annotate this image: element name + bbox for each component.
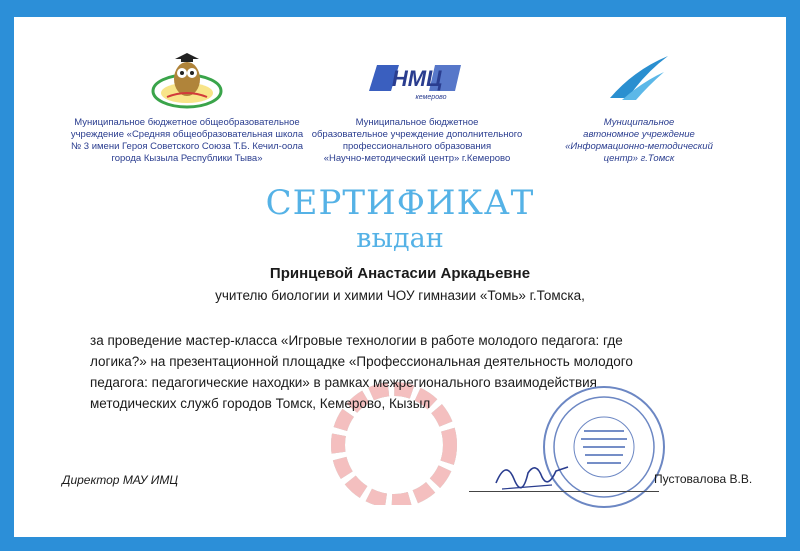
signature-line <box>469 491 659 492</box>
nmc-logo <box>292 45 542 111</box>
organizations-header <box>14 45 786 175</box>
owl-graduate-logo <box>62 45 312 111</box>
certificate-subtitle: выдан <box>356 223 444 254</box>
org-imc-line: автономное учреждение <box>583 129 695 140</box>
org-school-line: города Кызыла Республики Тыва» <box>111 153 263 164</box>
body-line: логика?» на презентационной площадке «Профессиональная деятельность молодого <box>90 354 633 369</box>
signer-name: Пустовалова В.В. <box>654 472 753 486</box>
org-school <box>62 45 312 165</box>
recipient-position: учителю биологии и химии ЧОУ гимназии «Томь» г.Томска, <box>215 288 585 303</box>
nmc-logo-text: НМЦ <box>391 66 443 91</box>
org-school-line: учреждение «Средняя общеобразовательная школа <box>70 129 304 140</box>
org-imc-line: Муниципальное <box>603 117 675 128</box>
recipient-name: Принцевой Анастасии Аркадьевне <box>269 265 531 282</box>
director-label: Директор МАУ ИМЦ <box>62 473 179 487</box>
org-nmc <box>292 45 542 165</box>
org-nmc-text <box>292 117 542 165</box>
body-line: педагога: педагогические находки» в рамках межрегионального взаимодействия <box>90 375 597 390</box>
org-nmc-line: «Научно-методический центр» г.Кемерово <box>323 153 511 164</box>
body-line: методических служб городов Томск, Кемерово, Кызыл <box>90 396 431 411</box>
org-nmc-line: образовательное учреждение дополнительного <box>311 129 523 140</box>
certificate-title: СЕРТИФИКАТ <box>265 183 535 223</box>
nmc-logo-subtext: кемерово <box>415 94 447 101</box>
org-nmc-line: профессионального образования <box>342 141 492 152</box>
org-imc-text <box>534 117 744 165</box>
org-school-text <box>62 117 312 165</box>
swoosh-logo <box>534 45 744 111</box>
org-nmc-line: Муниципальное бюджетное <box>355 117 479 128</box>
org-imc-line: центр» г.Томск <box>603 153 675 164</box>
org-imc <box>534 45 744 165</box>
certificate-page <box>14 17 786 537</box>
org-school-line: Муниципальное бюджетное общеобразовательное <box>74 117 300 128</box>
body-line: за проведение мастер-класса «Игровые технологии в работе молодого педагога: где <box>90 333 623 348</box>
org-school-line: № 3 имени Героя Советского Союза Т.Б. Кечил-оола <box>70 141 304 152</box>
org-imc-line: «Информационно-методический <box>565 141 713 152</box>
